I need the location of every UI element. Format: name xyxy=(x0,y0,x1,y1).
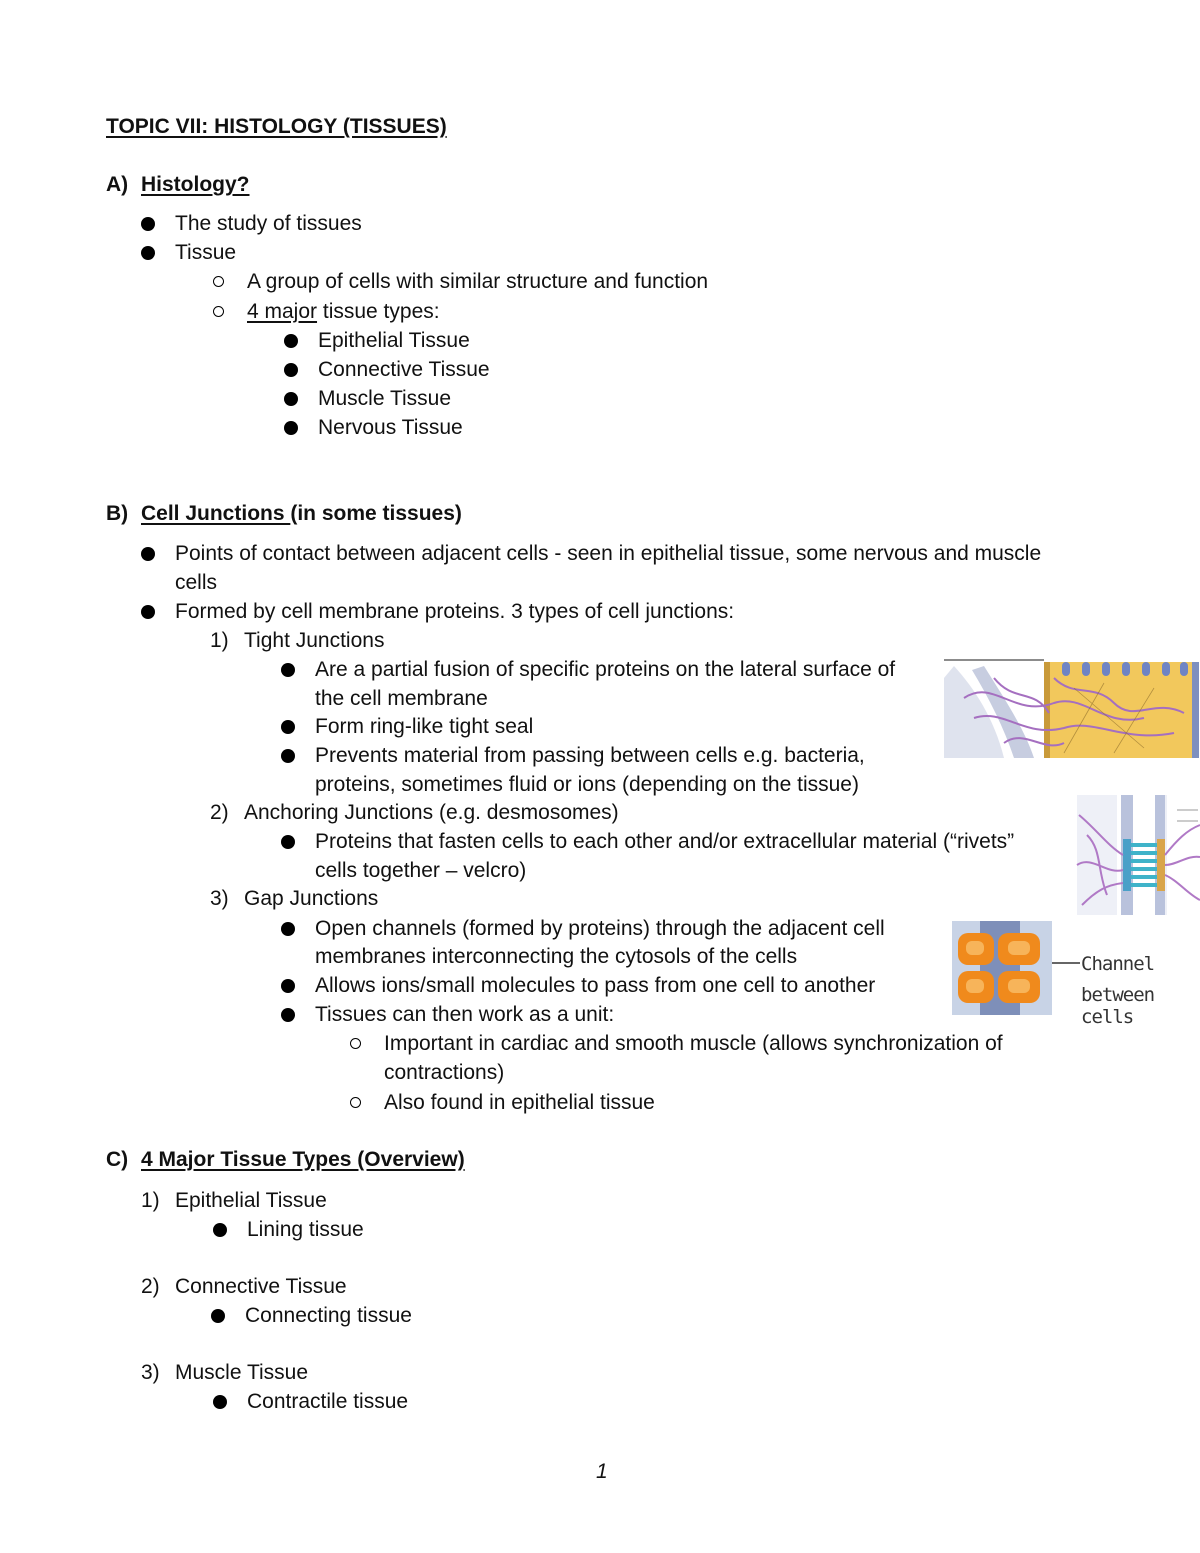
list-item: Points of contact between adjacent cells - seen in epithelial tissue, some nervous and muscle xyxy=(175,542,1042,565)
item-number: 3) xyxy=(210,887,229,910)
bullet-icon xyxy=(141,217,155,231)
bullet-icon xyxy=(141,246,155,260)
overview-desc: Lining tissue xyxy=(247,1218,364,1241)
page-number: 1 xyxy=(596,1460,608,1483)
bullet-icon xyxy=(284,392,298,406)
bullet-icon xyxy=(281,720,295,734)
list-item-rest: tissue types: xyxy=(317,300,440,323)
bullet-icon xyxy=(213,1395,227,1409)
section-b-label: B) xyxy=(106,502,129,525)
junction-title: Tight Junctions xyxy=(244,629,385,652)
circle-bullet-icon xyxy=(213,276,224,287)
bullet-icon xyxy=(141,547,155,561)
bullet-icon xyxy=(281,1008,295,1022)
list-item: The study of tissues xyxy=(175,212,362,235)
circle-bullet-icon xyxy=(213,306,224,317)
section-b-heading xyxy=(141,501,462,527)
section-a-heading: Histology? xyxy=(141,173,250,196)
junction-title: Anchoring Junctions (e.g. desmosomes) xyxy=(244,801,619,824)
list-item: Allows ions/small molecules to pass from one cell to another xyxy=(315,974,876,997)
overview-title: Muscle Tissue xyxy=(175,1361,309,1384)
overview-title: Epithelial Tissue xyxy=(175,1189,327,1212)
list-item: A group of cells with similar structure and function xyxy=(247,270,709,293)
item-number: 1) xyxy=(210,629,229,652)
bullet-icon xyxy=(281,663,295,677)
tissue-type: Epithelial Tissue xyxy=(318,329,470,352)
list-item: Proteins that fasten cells to each other and/or extracellular material (“rivets” xyxy=(315,830,1015,853)
overview-desc: Connecting tissue xyxy=(245,1304,412,1327)
list-item-cont: cells together – velcro) xyxy=(315,859,527,882)
list-item-cont: the cell membrane xyxy=(315,687,488,710)
junction-title: Gap Junctions xyxy=(244,887,379,910)
list-item-cont: cells xyxy=(175,571,218,594)
list-item: Important in cardiac and smooth muscle (allows synchronization of xyxy=(384,1032,1003,1055)
bullet-icon xyxy=(281,835,295,849)
item-number: 2) xyxy=(141,1275,160,1298)
list-item: Are a partial fusion of specific proteins on the lateral surface of xyxy=(315,658,896,681)
list-item: Formed by cell membrane proteins. 3 types of cell junctions: xyxy=(175,600,735,623)
item-number: 1) xyxy=(141,1189,160,1212)
circle-bullet-icon xyxy=(350,1097,361,1108)
bullet-icon xyxy=(284,363,298,377)
bullet-icon xyxy=(141,605,155,619)
item-number: 2) xyxy=(210,801,229,824)
tight-junction-image xyxy=(944,658,1199,758)
overview-title: Connective Tissue xyxy=(175,1275,347,1298)
list-item-cont: proteins, sometimes fluid or ions (depending on the tissue) xyxy=(315,773,859,796)
desmosome-image xyxy=(1077,795,1200,915)
list-item: Tissues can then work as a unit: xyxy=(315,1003,615,1026)
channel-caption-2: between cells xyxy=(1081,984,1155,1028)
circle-bullet-icon xyxy=(350,1038,361,1049)
bullet-icon xyxy=(211,1309,225,1323)
list-item: Prevents material from passing between cells e.g. bacteria, xyxy=(315,744,865,767)
list-item xyxy=(247,299,440,325)
bullet-icon xyxy=(284,421,298,435)
page-title: TOPIC VII: HISTOLOGY (TISSUES) xyxy=(106,115,447,138)
section-b-heading-main: Cell Junctions xyxy=(141,502,291,525)
list-item-cont: contractions) xyxy=(384,1061,505,1084)
bullet-icon xyxy=(213,1223,227,1237)
section-b-heading-rest: (in some tissues) xyxy=(290,502,462,525)
section-c-label: C) xyxy=(106,1148,129,1171)
bullet-icon xyxy=(281,922,295,936)
bullet-icon xyxy=(284,334,298,348)
emphasis: 4 major xyxy=(247,300,318,323)
section-a-label: A) xyxy=(106,173,129,196)
tissue-type: Connective Tissue xyxy=(318,358,490,381)
overview-desc: Contractile tissue xyxy=(247,1390,409,1413)
tissue-type: Nervous Tissue xyxy=(318,416,463,439)
list-item: Open channels (formed by proteins) through the adjacent cell xyxy=(315,917,885,940)
gap-junction-image xyxy=(952,921,1200,1028)
list-item: Tissue xyxy=(175,241,237,264)
item-number: 3) xyxy=(141,1361,160,1384)
list-item: Also found in epithelial tissue xyxy=(384,1091,655,1114)
list-item-cont: membranes interconnecting the cytosols of the cells xyxy=(315,945,798,968)
list-item: Form ring-like tight seal xyxy=(315,715,534,738)
bullet-icon xyxy=(281,749,295,763)
channel-caption: Channel xyxy=(1081,953,1155,975)
bullet-icon xyxy=(281,979,295,993)
section-c-heading: 4 Major Tissue Types (Overview) xyxy=(141,1148,465,1171)
tissue-type: Muscle Tissue xyxy=(318,387,452,410)
